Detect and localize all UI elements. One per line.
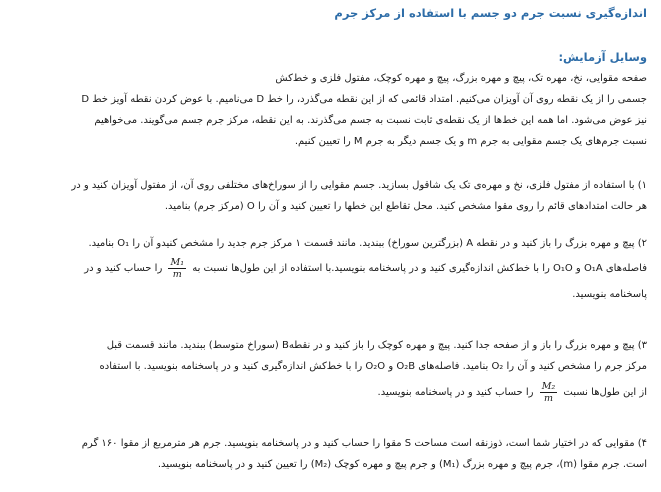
step-4-line: ۴) مقوایی که در اختیار شما است، ذوزنقه است مساحت S مقوا را حساب کنید و در پاسخنامه بنویسید. جرم هر مترمربع از مقوا ۱۶۰ گرم [81, 438, 647, 449]
step-3-text: را حساب کنید و در پاسخنامه بنویسید. [377, 387, 534, 398]
step-4 [20, 433, 647, 475]
page-title: اندازه‌گیری نسبت جرم دو جسم با استفاده از مرکز جرم [334, 6, 647, 20]
step-2 [20, 233, 647, 305]
intro-line: جسمی را از یک نقطه روی آن آویزان می‌کنیم. امتداد قائمی که از این نقطه می‌گذرد، را خط D می‌نامیم. با عوض کردن نقطه آویز خط D [81, 94, 647, 105]
step-3-line [20, 377, 647, 409]
step-2-text: فاصله‌های O₁A و O₁O را با خط‌کش اندازه‌گیری کنید و در پاسخنامه بنویسید.با استفاده از این طول‌ها نسبت به [192, 263, 647, 274]
step-4-line: است. جرم مقوا (m)، جرم پیچ و مهره بزرگ (M₁) و جرم پیچ و مهره کوچک (M₂) را تعیین کنید و در پاسخنامه بنویسید. [157, 459, 647, 470]
ratio-m1-over-m [168, 257, 186, 280]
step-3-line: ۳) پیچ و مهره بزرگ را باز و از صفحه جدا کنید. پیچ و مهره کوچک را باز کنید و در نقطهB (سوراخ متوسط) ببندید. مانند قسمت قبل [106, 340, 647, 351]
step-2-line: ۲) پیچ و مهره بزرگ را باز کنید و در نقطه A (بزرگترین سوراخ) ببندید. مانند قسمت ۱ مرکز جرم جدید را مشخص کنیدو آن را O₁ بنامید. [88, 238, 647, 249]
step-2-text: را حساب کنید و در [84, 263, 163, 274]
step-1-line: هر حالت امتدادهای قائم را روی مقوا مشخص کنید. محل تقاطع این خطها را تعیین کنید و آن را O (مرکز جرم) بنامید. [164, 201, 647, 212]
intro-line: نیز عوض می‌شود. اما همه این خط‌ها از یک نقطه‌ی ثابت نسبت به جسم می‌گذرند. به این نقطه، مرکز جرم جسم می‌گویند. می‌خواهیم [94, 115, 647, 126]
equipment-heading: وسایل آزمایش: [558, 50, 647, 64]
ratio-m2-over-m [540, 381, 558, 404]
intro-line: صفحه مقوایی، نخ، مهره تک، پیچ و مهره بزرگ، پیچ و مهره کوچک، مفتول فلزی و خط‌کش [275, 73, 647, 84]
intro-paragraph [20, 68, 647, 152]
intro-line: نسبت جرم‌های یک جسم مقوایی به جرم m و یک جسم دیگر به جرم M را تعیین کنیم. [294, 136, 647, 147]
fraction-denominator: m [172, 268, 182, 280]
step-3-text: از این طول‌ها نسبت [563, 387, 647, 398]
step-2-line: پاسخنامه بنویسید. [572, 289, 647, 300]
step-1-line: ۱) با استفاده از مفتول فلزی، نخ و مهره‌ی تک یک شاقول بسازید. جسم مقوایی را از سوراخ‌های مختلفی روی آن، از مفتول آویزان کنید و در [71, 180, 647, 191]
step-1 [20, 175, 647, 217]
fraction-numerator: M₂ [541, 380, 556, 392]
fraction-denominator: m [543, 392, 553, 404]
fraction-numerator: M₁ [170, 256, 185, 268]
step-3 [20, 335, 647, 409]
step-2-line [20, 254, 647, 284]
step-3-line: مرکز جرم را مشخص کنید و آن را O₂ بنامید. فاصله‌های O₂B و O₂O را با خط‌کش اندازه‌گیری کنید و در پاسخنامه بنویسید. با استفاده [99, 361, 647, 372]
